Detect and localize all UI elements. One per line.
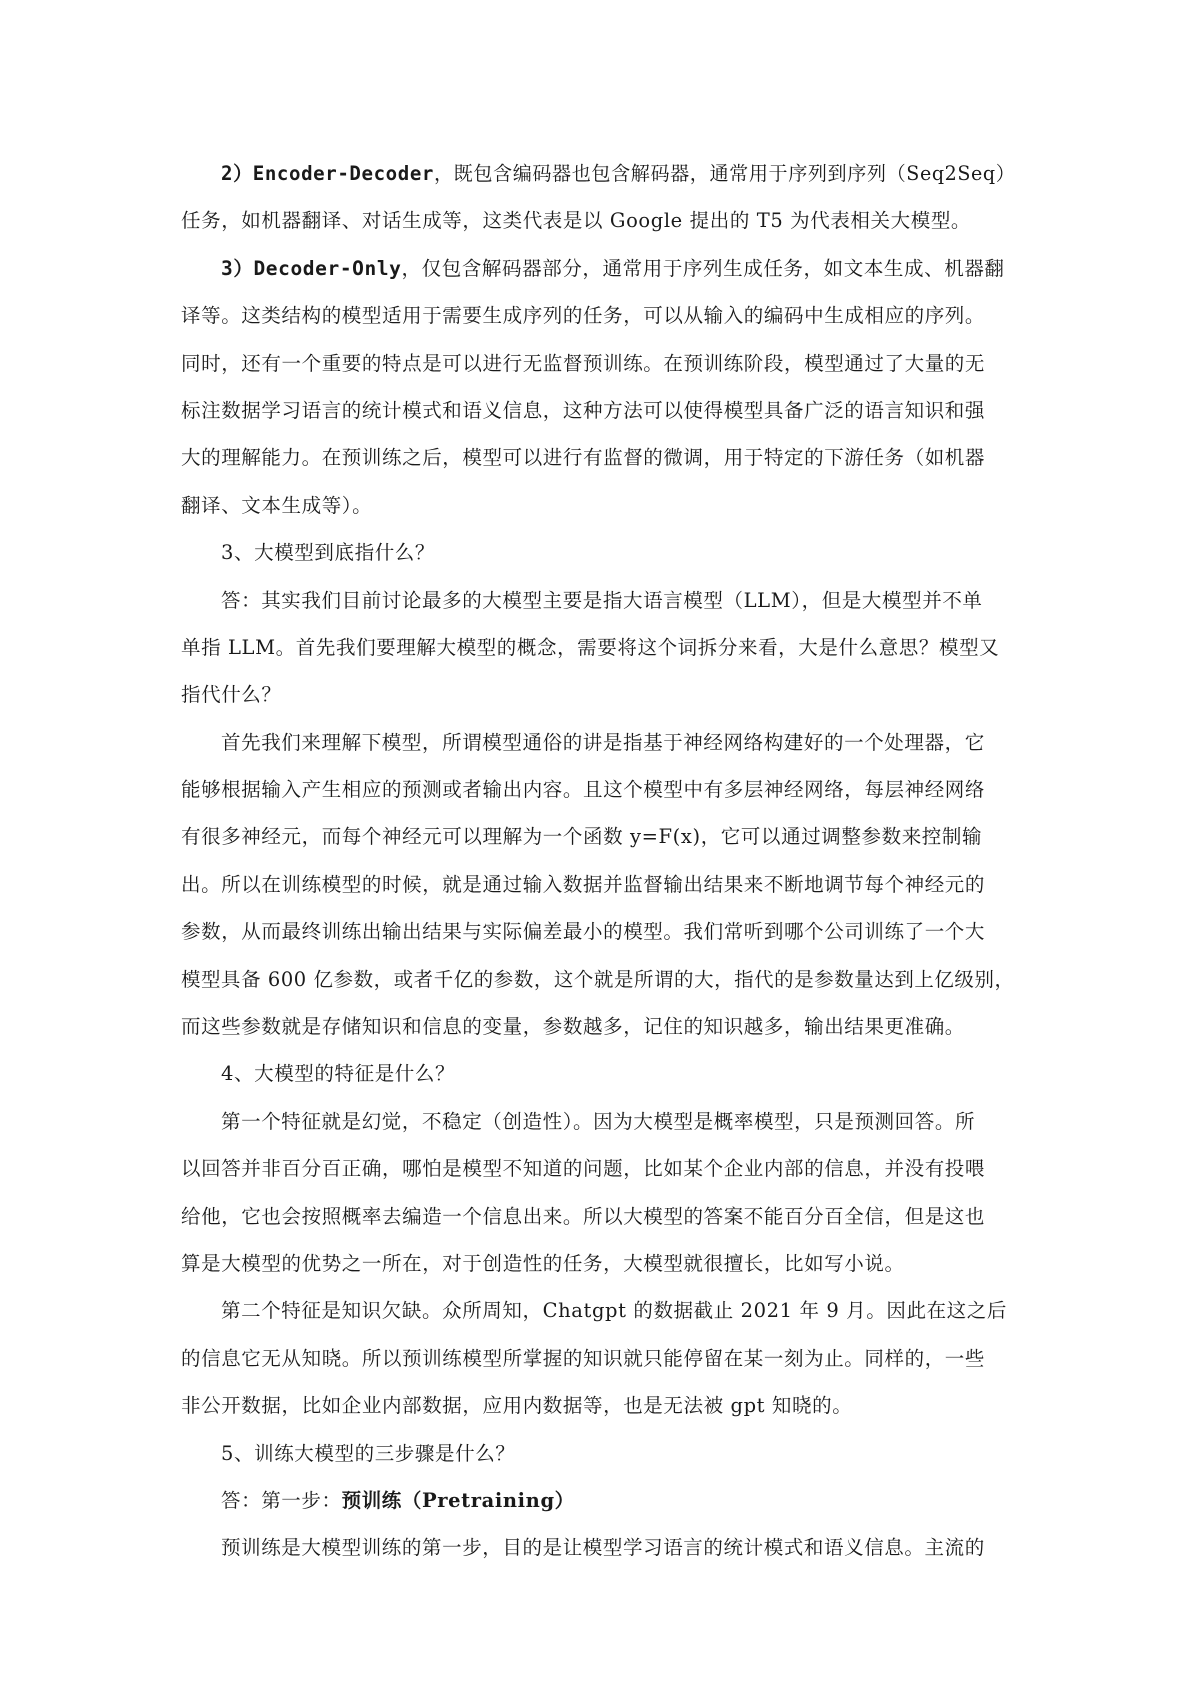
document-body [181,150,1015,1572]
line-text: 以回答并非百分百正确，哪怕是模型不知道的问题，比如某个企业内部的信息，并没有投喂 [181,1157,986,1181]
text-line [181,1477,1015,1524]
text-line [181,434,1015,481]
text-line [181,719,1015,766]
line-text: 模型具备 600 亿参数，或者千亿的参数，这个就是所谓的大，指代的是参数量达到上亿级别， [181,967,1015,991]
text-line [181,340,1015,387]
text-line [181,1193,1015,1240]
text-line [181,624,1015,671]
text-line [181,1524,1015,1571]
section-heading [181,1050,1015,1097]
text-line [181,1382,1015,1429]
line-text: 同时，还有一个重要的特点是可以进行无监督预训练。在预训练阶段，模型通过了大量的无 [181,351,986,375]
text-line [181,150,1015,197]
line-text: 3、大模型到底指什么？ [221,541,436,565]
line-text: 有很多神经元，而每个神经元可以理解为一个函数 y=F(x)，它可以通过调整参数来控制输 [181,825,983,849]
line-text: 能够根据输入产生相应的预测或者输出内容。且这个模型中有多层神经网络，每层神经网络 [181,778,986,802]
line-text: 单指 LLM。首先我们要理解大模型的概念，需要将这个词拆分来看，大是什么意思？模型又 [181,635,1000,659]
text-line [181,1003,1015,1050]
line-text: ，仅包含解码器部分，通常用于序列生成任务，如文本生成、机器翻 [401,256,1005,280]
line-text: 给他，它也会按照概率去编造一个信息出来。所以大模型的答案不能百分百全信，但是这也 [181,1204,986,1228]
line-text: 答：第一步： [221,1488,342,1512]
text-line [181,1335,1015,1382]
text-line [181,245,1015,292]
line-text: 第一个特征就是幻觉，不稳定（创造性）。因为大模型是概率模型，只是预测回答。所 [221,1109,976,1133]
bold-term: 预训练（Pretraining） [341,1488,575,1512]
text-line [181,671,1015,718]
line-text: 标注数据学习语言的统计模式和语义信息，这种方法可以使得模型具备广泛的语言知识和强 [181,398,986,422]
text-line [181,197,1015,244]
text-line [181,387,1015,434]
line-text: 翻译、文本生成等）。 [181,493,373,517]
text-line [181,1098,1015,1145]
line-text: 参数，从而最终训练出输出结果与实际偏差最小的模型。我们常听到哪个公司训练了一个大 [181,920,986,944]
text-line [181,956,1015,1003]
line-text: 5、训练大模型的三步骤是什么？ [221,1441,516,1465]
section-heading [181,1430,1015,1477]
text-line [181,1240,1015,1287]
line-text: ，既包含编码器也包含解码器，通常用于序列到序列（Seq2Seq） [433,162,1016,185]
line-text: 译等。这类结构的模型适用于需要生成序列的任务，可以从输入的编码中生成相应的序列。 [181,304,986,328]
line-text: 答：其实我们目前讨论最多的大模型主要是指大语言模型（LLM），但是大模型并不单 [221,588,983,612]
text-line [181,861,1015,908]
line-text: 出。所以在训练模型的时候，就是通过输入数据并监督输出结果来不断地调节每个神经元的 [181,872,986,896]
text-line [181,577,1015,624]
line-text: 任务，如机器翻译、对话生成等，这类代表是以 Google 提出的 T5 为代表相关大模型。 [181,209,972,233]
line-text: 预训练是大模型训练的第一步，目的是让模型学习语言的统计模式和语义信息。主流的 [221,1536,985,1560]
bold-term: 3）Decoder-Only [221,256,402,280]
line-text: 非公开数据，比如企业内部数据，应用内数据等，也是无法被 gpt 知晓的。 [181,1394,853,1418]
text-line [181,482,1015,529]
line-text: 而这些参数就是存储知识和信息的变量，参数越多，记住的知识越多，输出结果更准确。 [181,1015,965,1039]
line-text: 指代什么？ [181,683,282,707]
text-line [181,766,1015,813]
bold-term: 2）Encoder-Decoder [221,162,434,185]
line-text: 大的理解能力。在预训练之后，模型可以进行有监督的微调，用于特定的下游任务（如机器 [181,446,986,470]
line-text: 第二个特征是知识欠缺。众所周知，Chatgpt 的数据截止 2021 年 9 月。因此在这之后 [221,1299,1007,1323]
line-text: 首先我们来理解下模型，所谓模型通俗的讲是指基于神经网络构建好的一个处理器，它 [221,730,985,754]
line-text: 的信息它无从知晓。所以预训练模型所掌握的知识就只能停留在某一刻为止。同样的，一些 [181,1346,986,1370]
section-heading [181,529,1015,576]
line-text: 算是大模型的优势之一所在，对于创造性的任务，大模型就很擅长，比如写小说。 [181,1251,905,1275]
text-line [181,292,1015,339]
text-line [181,1145,1015,1192]
text-line [181,908,1015,955]
text-line [181,813,1015,860]
line-text: 4、大模型的特征是什么？ [221,1062,456,1086]
text-line [181,1287,1015,1334]
